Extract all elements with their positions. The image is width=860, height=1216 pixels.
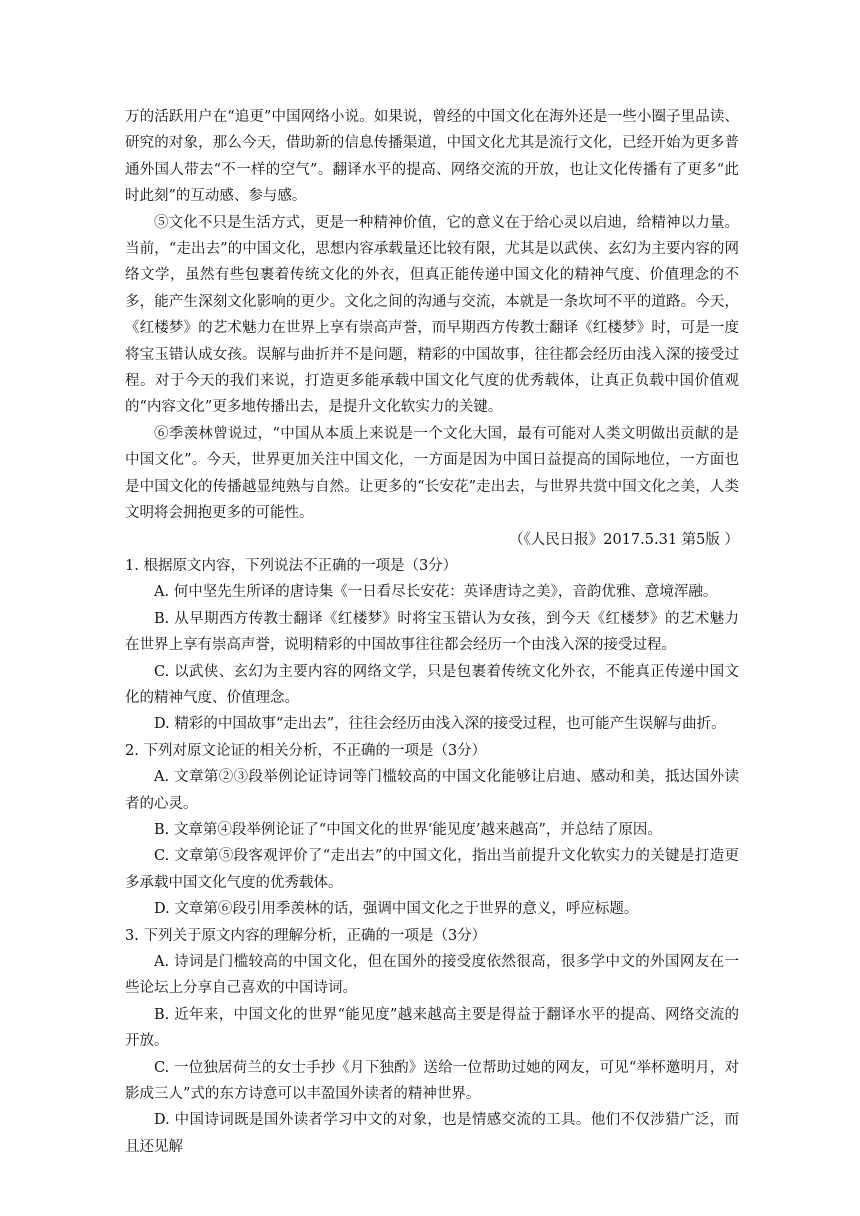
question-option: A. 何中坚先生所译的唐诗集《一日看尽长安花：英译唐诗之美》，音韵优雅、意境浑融。 <box>154 584 718 601</box>
question-option: C. 以武侠、玄幻为主要内容的网络文学，只是包裹着传统文化外衣，不能真正传递中国文化的精神气度、价值理念。 <box>125 663 739 706</box>
question-option: B. 从早期西方传教士翻译《红楼梦》时将宝玉错认为女孩，到今天《红楼梦》的艺术魅力在世界上享有崇高声誉，说明精彩的中国故事往往都会经历一个由浅入深的接受过程。 <box>125 610 739 654</box>
question-option: A. 文章第②③段举例论证诗词等门槛较高的中国文化能够让启迪、感动和美，抵达国外读者的心灵。 <box>125 769 739 812</box>
question-option: D. 中国诗词既是国外读者学习中文的对象，也是情感交流的工具。他们不仅涉猎广泛，而且还见解 <box>125 1112 739 1155</box>
question-option: C. 文章第⑤段客观评价了“走出去”的中国文化，指出当前提升文化软实力的关键是打造更多承载中国文化气度的优秀载体。 <box>125 848 739 891</box>
question-option: B. 文章第④段举例论证了“中国文化的世界‘能见度’越来越高”，并总结了原因。 <box>154 821 662 838</box>
question-option: B. 近年来，中国文化的世界“能见度”越来越高主要是得益于翻译水平的提高、网络交流的开放。 <box>125 1006 739 1050</box>
article-source: （《人民日报》2017.5.31 第5版 ） <box>509 531 739 548</box>
question-option: D. 文章第⑥段引用季羡林的话，强调中国文化之于世界的意义，呼应标题。 <box>154 901 639 918</box>
article-paragraph-continued: 万的活跃用户在“追更”中国网络小说。如果说，曾经的中国文化在海外还是一些小圈子里品读、研究的对象，那么今天，借助新的信息传播渠道，中国文化尤其是流行文化，已经开始为更多普通外国人带去“不一样的空气”。翻译水平的提高、网络交流的开放，也让文化传播有了更多“此时此刻”的互动感、参与感。 <box>125 109 739 205</box>
question-option: A. 诗词是门槛较高的中国文化，但在国外的接受度依然很高，很多学中文的外国网友在一些论坛上分享自己喜欢的中国诗词。 <box>125 954 739 997</box>
question-option: C. 一位独居荷兰的女士手抄《月下独酌》送给一位帮助过她的网友，可见“举杯邀明月，对影成三人”式的东方诗意可以丰盈国外读者的精神世界。 <box>125 1059 739 1103</box>
question-stem: 3. 下列关于原文内容的理解分析，正确的一项是（3分） <box>125 927 487 944</box>
question-stem: 2. 下列对原文论证的相关分析，不正确的一项是（3分） <box>125 742 487 759</box>
question-stem: 1. 根据原文内容，下列说法不正确的一项是（3分） <box>125 557 458 574</box>
article-paragraph-5: ⑤文化不只是生活方式，更是一种精神价值，它的意义在于给心灵以启迪，给精神以力量。当前，“走出去”的中国文化，思想内容承载量还比较有限，尤其是以武侠、玄幻为主要内容的网络文学，虽然有些包裹着传统文化的外衣，但真正能传递中国文化的精神气度、价值理念的不多，能产生深刻文化影响的更少。文化之间的沟通与交流，本就是一条坎坷不平的道路。今天，《红楼梦》的艺术魅力在世界上享有崇高声誉，而早期西方传教士翻译《红楼梦》时，可是一度将宝玉错认成女孩。误解与曲折并不是问题，精彩的中国故事，往往都会经历由浅入深的接受过程。对于今天的我们来说，打造更多能承载中国文化气度的优秀载体，让真正负载中国价值观的“内容文化”更多地传播出去，是提升文化软实力的关键。 <box>125 214 739 416</box>
article-paragraph-6: ⑥季羡林曾说过，“中国从本质上来说是一个文化大国，最有可能对人类文明做出贡献的是中国文化”。今天，世界更加关注中国文化，一方面是因为中国日益提高的国际地位，一方面也是中国文化的传播越显纯熟与自然。让更多的“长安花”走出去，与世界共赏中国文化之美，人类文明将会拥抱更多的可能性。 <box>125 425 739 522</box>
question-3 <box>125 923 739 1161</box>
document-content <box>125 104 739 1160</box>
question-1 <box>125 553 739 738</box>
question-option: D. 精彩的中国故事“走出去”，往往会经历由浅入深的接受过程，也可能产生误解与曲折。 <box>154 716 726 733</box>
question-2 <box>125 738 739 923</box>
